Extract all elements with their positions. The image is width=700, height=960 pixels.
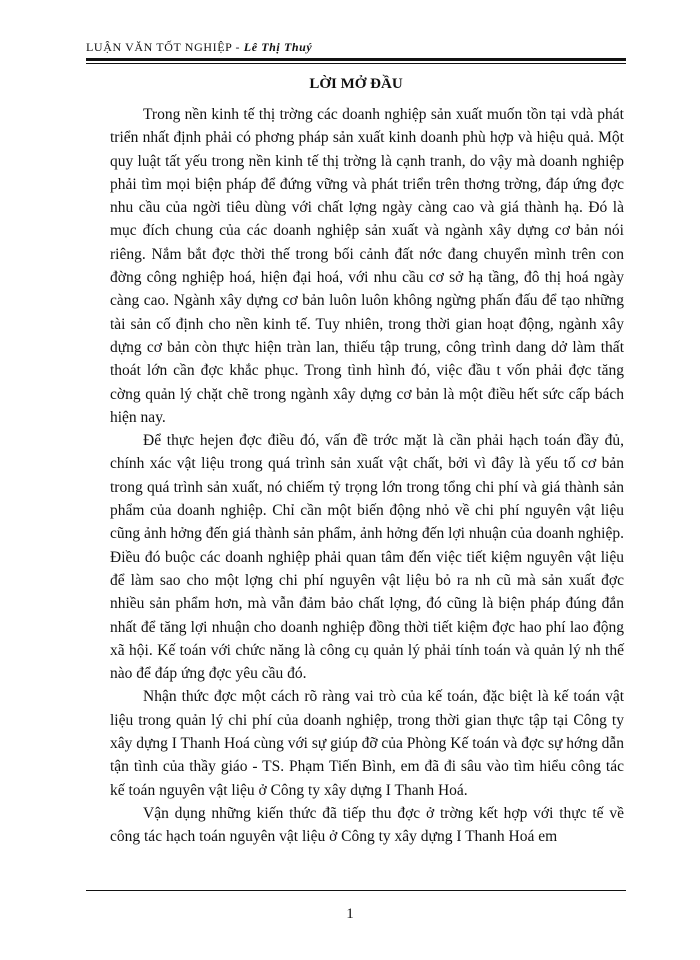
- header-rule-thin: [86, 63, 626, 64]
- paragraph: Trong nền kinh tế thị trờng các doanh nghiệp sản xuất muốn tồn tại vdà phát triển nhất định phải có phơng pháp sản xuất kinh doanh phù hợp và hiệu quả. Một quy luật tất yếu trong nền kinh tế thị trờng là cạnh tranh, do vậy mà doanh nghiệp phải tìm mọi biện pháp để đứng vững và phát triển trên thơng trờng, đáp ứng đợc nhu cầu của ngời tiêu dùng với chất lợng ngày càng cao và giá thành hạ. Đó là mục đích chung của các doanh nghiệp sản xuất và ngành xây dựng cơ bản nói riêng. Nắm bắt đợc thời thế trong bối cảnh đất nớc đang chuyển mình trên con đờng công nghiệp hoá, hiện đại hoá, với nhu cầu cơ sở hạ tầng, đô thị hoá ngày càng cao. Ngành xây dựng cơ bản luôn luôn không ngừng phấn đấu để tạo những tài sản cố định cho nền kinh tế. Tuy nhiên, trong thời gian hoạt động, ngành xây dựng cơ bản còn thực hiện tràn lan, thiếu tập trung, công trình dang dở làm thất thoát lớn cần đợc khắc phục. Trong tình hình đó, việc đầu t vốn phải đợc tăng cờng quản lý chặt chẽ trong ngành xây dựng cơ bản là một điều hết sức cấp bách hiện nay.: [110, 106, 624, 426]
- paragraph: Nhận thức đợc một cách rõ ràng vai trò của kế toán, đặc biệt là kế toán vật liệu trong quản lý chi phí của doanh nghiệp, trong thời gian thực tập tại Công ty xây dựng I Thanh Hoá cùng với sự giúp đỡ của Phòng Kế toán và đợc sự hớng dẫn tận tình của thầy giáo - TS. Phạm Tiến Bình, em đã đi sâu vào tìm hiểu công tác kế toán nguyên vật liệu ở Công ty xây dựng I Thanh Hoá.: [110, 688, 625, 799]
- header-author: Lê Thị Thuý: [243, 40, 313, 54]
- paragraph: Để thực hejen đợc điều đó, vấn đề trớc mặt là cần phải hạch toán đầy đủ, chính xác vật liệu trong quá trình sản xuất vật chất, bởi vì đây là yếu tố cơ bản trong quá trình sản xuất, nó chiếm tỷ trọng lớn trong tổng chi phí và giá thành sản phẩm của doanh nghiệp. Chỉ cần một biến động nhỏ về chi phí nguyên vật liệu cũng ảnh hởng đến giá thành sản phẩm, ảnh hởng đến lợi nhuận của doanh nghiệp. Điều đó buộc các doanh nghiệp phải quan tâm đến việc tiết kiệm nguyên vật liệu để làm sao cho một lợng chi phí nguyên vật liệu bỏ ra nh cũ mà sản xuất đợc nhiều sản phẩm hơn, mà vẫn đảm bảo chất lợng, đó cũng là biện pháp đúng đắn nhất để tăng lợi nhuận cho doanh nghiệp đồng thời tiết kiệm đợc hao phí lao động xã hội. Kế toán với chức năng là công cụ quản lý phải tính toán và quản lý nh thế nào để đáp ứng đợc yêu cầu đó.: [110, 432, 624, 683]
- header-rule: [86, 58, 626, 61]
- running-header: [86, 40, 312, 55]
- page-title: LỜI MỞ ĐẦU: [309, 76, 403, 92]
- footer-rule: [86, 890, 626, 891]
- paragraph: Vận dụng những kiến thức đã tiếp thu đợc ở trờng kết hợp với thực tế về công tác hạch toán nguyên vật liệu ở Công ty xây dựng I Thanh Hoá em: [110, 804, 624, 846]
- page-number: 1: [346, 906, 354, 922]
- header-label: LUẬN VĂN TỐT NGHIỆP -: [86, 40, 244, 54]
- body-text: [110, 103, 624, 849]
